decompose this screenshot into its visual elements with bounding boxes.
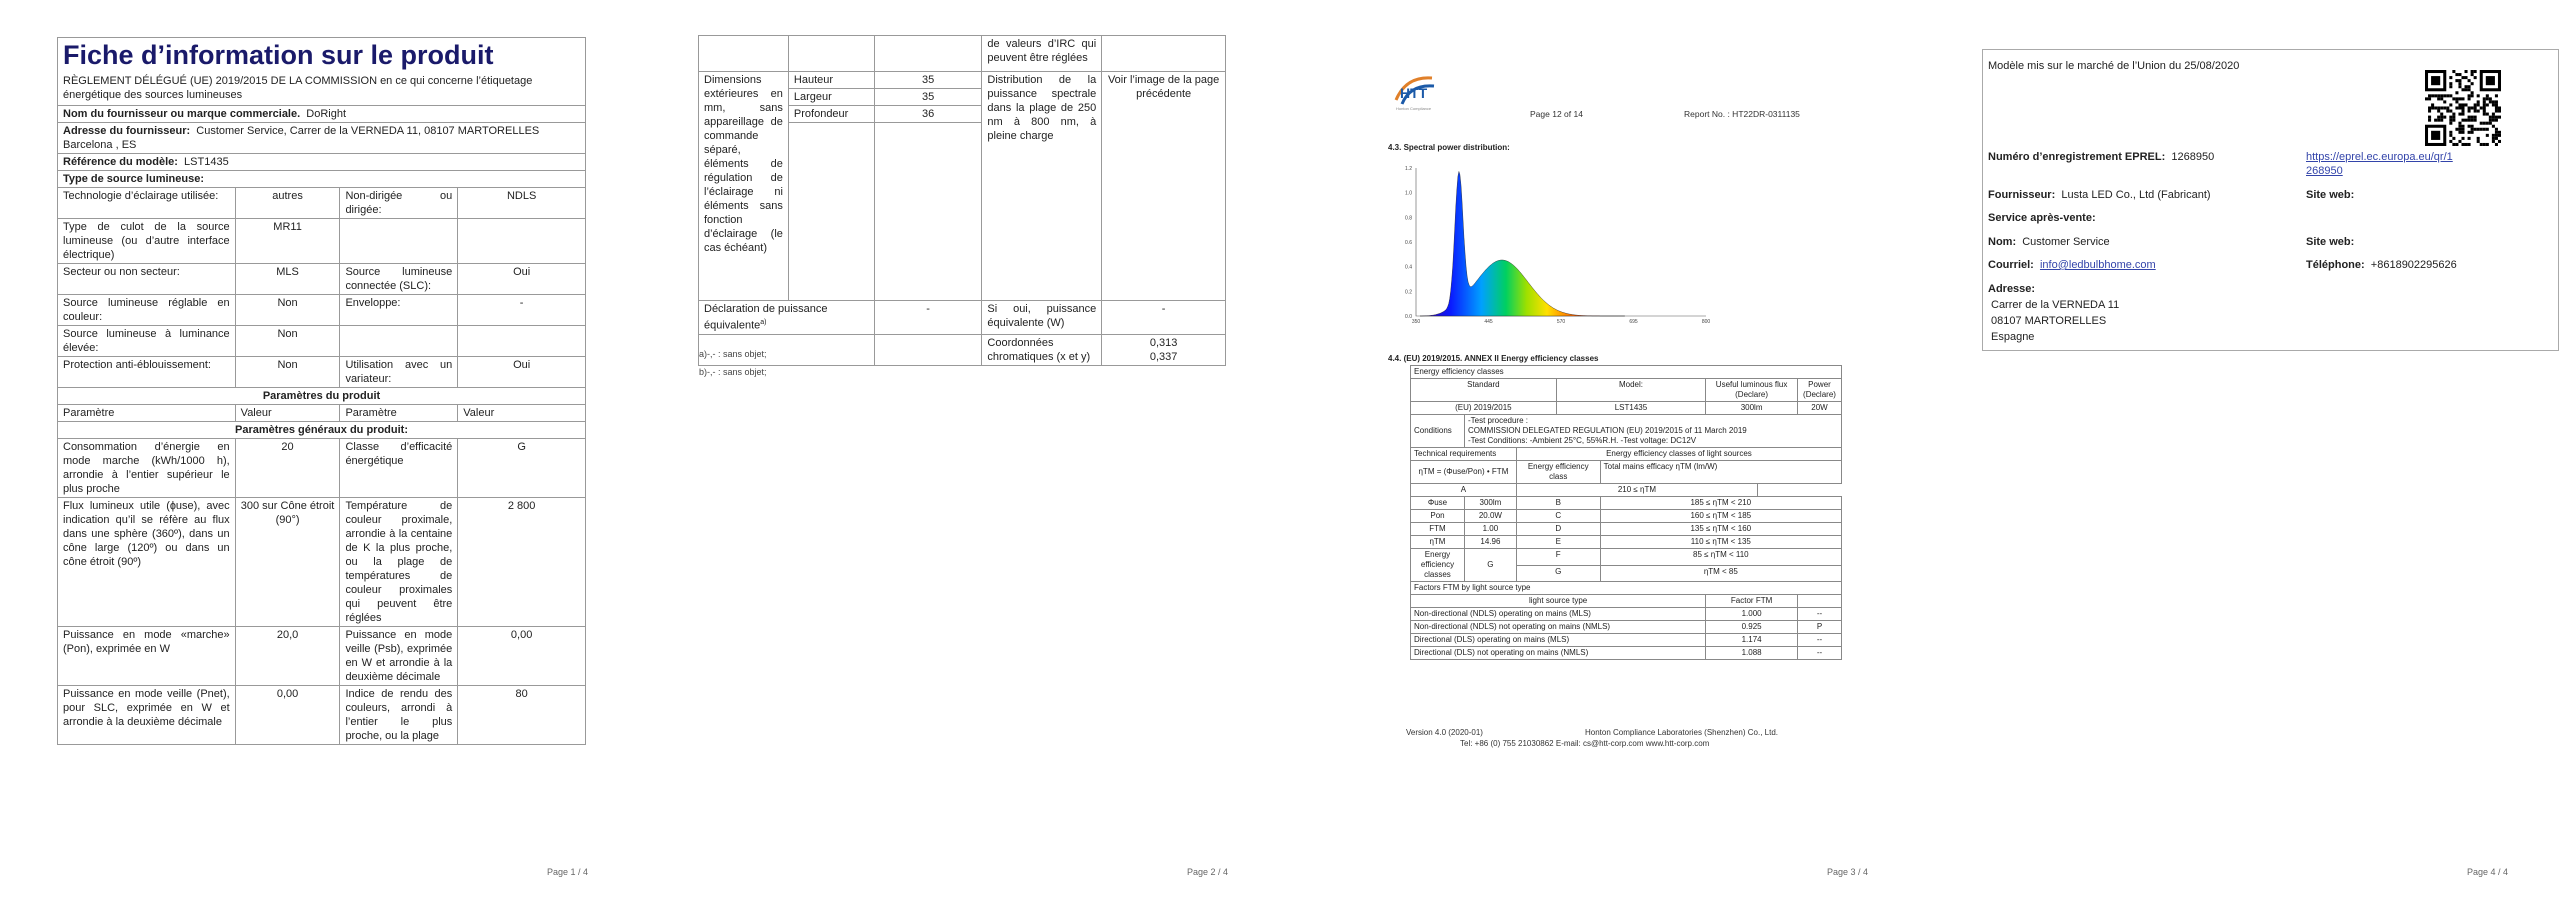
spectral-power-chart — [1396, 162, 1716, 326]
equiv-v2: - — [1102, 301, 1226, 335]
regulation-text: RÈGLEMENT DÉLÉGUÉ (UE) 2019/2015 DE LA COMMISSION en ce qui concerne l’étiquetage énergétique des sources lumineuses — [63, 75, 533, 101]
class-letter: F — [1516, 549, 1600, 566]
param-value: - — [458, 295, 586, 326]
formula: ηTM = (Φuse/Pon) • FTM — [1411, 461, 1517, 484]
param-value — [458, 219, 586, 264]
supplier-label: Fournisseur: — [1988, 189, 2056, 201]
ftm-type: Non-directional (NDLS) not operating on mains (NMLS) — [1411, 621, 1706, 634]
dims-label: Dimensions extérieures en mm, sans appareillage de commande séparé, éléments de régulation de l’éclairage ni éléments sans fonction d’éclairage (le cas échéant) — [699, 72, 789, 301]
class-letter: A — [1411, 484, 1517, 497]
name-value: Customer Service — [2022, 236, 2110, 248]
param-measured: 1.00 — [1464, 523, 1516, 536]
spd-section-title: 4.3. Spectral power distribution: — [1388, 143, 1510, 152]
class-row — [1411, 510, 1842, 523]
param-label — [340, 219, 458, 264]
ftm-type: Non-directional (NDLS) operating on mains (MLS) — [1411, 608, 1706, 621]
dim-height-label: Hauteur — [788, 72, 874, 89]
total-eff-header: Total mains efficacy ηTM (lm/W) — [1600, 461, 1841, 484]
foot-contact: Tel: +86 (0) 755 21030862 E-mail: cs@htt-corp.com www.htt-corp.com — [1460, 739, 1710, 748]
params-heading: Paramètres du produit — [58, 388, 586, 405]
general-row — [58, 498, 586, 627]
col-value-header: Valeur — [235, 405, 340, 422]
ftm-row — [1411, 621, 1842, 634]
class-range: 160 ≤ ηTM < 185 — [1600, 510, 1841, 523]
email-label: Courriel: — [1988, 259, 2034, 271]
x-tick-label: 445 — [1484, 319, 1493, 325]
param-label: Source lumineuse réglable en couleur: — [58, 295, 236, 326]
param-label: Type de culot de la source lumineuse (ou d’autre interface électrique) — [58, 219, 236, 264]
class-range: 110 ≤ ηTM < 135 — [1600, 536, 1841, 549]
model-value: LST1435 — [184, 156, 229, 168]
eprel-label: Numéro d’enregistrement EPREL: — [1988, 151, 2166, 163]
eff-classes-ls: Energy efficiency classes of light sources — [1516, 448, 1841, 461]
name-label: Nom: — [1988, 236, 2017, 248]
supplier-info-box — [1982, 49, 2559, 351]
ftm-type: Directional (DLS) not operating on mains (NMLS) — [1411, 647, 1706, 660]
type-row — [58, 326, 586, 357]
ftm-row — [1411, 647, 1842, 660]
cond-label: Conditions — [1411, 415, 1465, 448]
product-info-table — [57, 37, 586, 745]
cond-line-2: COMMISSION DELEGATED REGULATION (EU) 2019/2015 of 11 March 2019 — [1467, 426, 1747, 435]
product-info-table-cont — [698, 35, 1226, 366]
equiv-k2: Si oui, puissance équivalente (W) — [982, 301, 1102, 335]
eec-table — [1410, 365, 1842, 660]
param-value: NDLS — [458, 188, 586, 219]
dim-height-value: 35 — [874, 72, 982, 89]
coords-x: 0,313 — [1149, 336, 1178, 349]
param-value: 0,00 — [235, 686, 340, 745]
supplier-value: Lusta LED Co., Ltd (Fabricant) — [2061, 189, 2211, 201]
eff-class-header: Energy efficiency class — [1516, 461, 1600, 484]
h-power: Power (Declare) — [1797, 379, 1841, 402]
class-letter: G — [1516, 565, 1600, 582]
param-value: 0,00 — [458, 627, 586, 686]
page-3 — [1280, 0, 1920, 905]
r-standard: (EU) 2019/2015 — [1411, 402, 1557, 415]
col-param-header-2: Paramètre — [340, 405, 458, 422]
general-row — [58, 627, 586, 686]
page-number: Page 3 / 4 — [1826, 867, 1868, 877]
h-ls-type: light source type — [1411, 595, 1706, 608]
param-label: Flux lumineux utile (ɸuse), avec indication qu’il se réfère au flux dans une sphère (360º), dans un cône large (120º) ou dans un cône étroit (90º) — [58, 498, 236, 627]
qr-code — [2425, 70, 2501, 146]
ftm-type: Directional (DLS) operating on mains (MLS) — [1411, 634, 1706, 647]
footnote-a: a)-,- : sans objet; — [699, 349, 767, 359]
param-value: MLS — [235, 264, 340, 295]
param-label: Utilisation avec un variateur: — [340, 357, 458, 388]
equiv-label: Déclaration de puissance équivalente — [704, 303, 828, 332]
r-power: 20W — [1797, 402, 1841, 415]
equiv-value: - — [874, 301, 982, 335]
y-tick-label: 1.2 — [1405, 166, 1412, 172]
cond-line-1: -Test procedure : — [1467, 416, 1528, 425]
type-row — [58, 357, 586, 388]
ftm-factor: 1.174 — [1706, 634, 1798, 647]
y-tick-label: 0.4 — [1405, 264, 1412, 271]
class-row — [1411, 549, 1842, 566]
param-label: Puissance en mode veille (Psb), exprimée en W et arrondie à la deuxième décimale — [340, 627, 458, 686]
param-value: Non — [235, 295, 340, 326]
spd-value: Voir l’image de la page précédente — [1102, 72, 1226, 301]
general-row — [58, 439, 586, 498]
cond-line-3: -Test Conditions: -Ambient 25°C, 55%R.H. -Test voltage: DC12V — [1467, 436, 1697, 445]
ftm-mark: -- — [1797, 647, 1841, 660]
h-factor: Factor FTM — [1706, 595, 1798, 608]
address-value: Customer Service, Carrer de la VERNEDA 11, 08107 MARTORELLES Barcelona , ES — [63, 125, 540, 151]
param-label: Source lumineuse connectée (SLC): — [340, 264, 458, 295]
class-range: 210 ≤ ηTM — [1516, 484, 1757, 497]
page-4 — [1920, 0, 2560, 905]
phone-value: +8618902295626 — [2370, 259, 2457, 271]
energy-eff-label: Energy efficiency classes — [1411, 549, 1465, 582]
model-label: Référence du modèle: — [63, 156, 178, 168]
param-value: Non — [235, 326, 340, 357]
address-label: Adresse du fournisseur: — [63, 125, 191, 137]
dim-depth-label: Profondeur — [788, 106, 874, 123]
page-title: Fiche d’information sur le produit — [63, 40, 494, 70]
eec-caption: Energy efficiency classes — [1411, 366, 1842, 379]
class-letter: D — [1516, 523, 1600, 536]
y-tick-label: 1.0 — [1405, 190, 1412, 197]
ftm-factor: 0.925 — [1706, 621, 1798, 634]
param-symbol: Pon — [1411, 510, 1465, 523]
param-value: Non — [235, 357, 340, 388]
class-range: 185 ≤ ηTM < 210 — [1600, 497, 1841, 510]
param-label: Non-dirigée ou dirigée: — [340, 188, 458, 219]
page-number: Page 1 / 4 — [546, 867, 588, 877]
class-row — [1411, 523, 1842, 536]
r-model: LST1435 — [1556, 402, 1705, 415]
param-label: Source lumineuse à luminance élevée: — [58, 326, 236, 357]
ftm-mark: -- — [1797, 634, 1841, 647]
spd-curve — [1420, 171, 1625, 316]
param-value: 20 — [235, 439, 340, 498]
ftm-factor: 1.088 — [1706, 647, 1798, 660]
class-row — [1411, 536, 1842, 549]
param-symbol: ηTM — [1411, 536, 1465, 549]
col-param-header: Paramètre — [58, 405, 236, 422]
param-measured: 300lm — [1464, 497, 1516, 510]
y-tick-label: 0.6 — [1405, 240, 1412, 246]
dim-depth-value: 36 — [874, 106, 982, 123]
type-row — [58, 264, 586, 295]
param-label: Puissance en mode «marche» (Pon), exprimée en W — [58, 627, 236, 686]
ftm-row — [1411, 608, 1842, 621]
logo-text: HTT — [1400, 85, 1428, 101]
market-date: Modèle mis sur le marché de l’Union du 25/08/2020 — [1988, 60, 2240, 72]
foot-version: Version 4.0 (2020-01) — [1406, 728, 1483, 737]
param-label: Indice de rendu des couleurs, arrondi à l’entier le plus proche, ou la plage — [340, 686, 458, 745]
h-flux: Useful luminous flux (Declare) — [1706, 379, 1798, 402]
dim-width-value: 35 — [874, 89, 982, 106]
param-value: 300 sur Cône étroit (90°) — [235, 498, 340, 627]
param-label: Consommation d’énergie en mode marche (kWh/1000 h), arrondie à l’entier supérieur le plus proche — [58, 439, 236, 498]
param-value: Oui — [458, 357, 586, 388]
ftm-mark: -- — [1797, 608, 1841, 621]
eprel-value: 1268950 — [2171, 151, 2215, 163]
type-row — [58, 188, 586, 219]
class-range: 135 ≤ ηTM < 160 — [1600, 523, 1841, 536]
ftm-row — [1411, 634, 1842, 647]
param-measured: 20.0W — [1464, 510, 1516, 523]
param-symbol: FTM — [1411, 523, 1465, 536]
supplier-label: Nom du fournisseur ou marque commerciale. — [63, 108, 301, 120]
coords-y: 0,337 — [1149, 350, 1178, 363]
website2-label: Site web: — [2306, 236, 2355, 248]
r-flux: 300lm — [1706, 402, 1798, 415]
page-number: Page 4 / 4 — [2466, 867, 2508, 877]
class-letter: E — [1516, 536, 1600, 549]
type-row — [58, 295, 586, 326]
general-row — [58, 686, 586, 745]
param-value: MR11 — [235, 219, 340, 264]
page-1 — [0, 0, 640, 905]
y-tick-label: 0.8 — [1405, 215, 1412, 222]
param-label: Puissance en mode veille (Pnet), pour SLC, exprimée en W et arrondie à la deuxième décimale — [58, 686, 236, 745]
address-line-1: Carrer de la VERNEDA 11 — [1991, 299, 2120, 311]
y-tick-label: 0.2 — [1405, 289, 1412, 296]
param-label: Température de couleur proximale, arrondie à la centaine de K la plus proche, ou la plage de températures de couleur proximales qui peuvent être réglées — [340, 498, 458, 627]
footnote-b: b)-,- : sans objet; — [699, 367, 767, 377]
param-label: Protection anti-éblouissement: — [58, 357, 236, 388]
cri-cont-text: de valeurs d’IRC qui peuvent être réglées — [982, 36, 1102, 72]
address-line-2: 08107 MARTORELLES — [1991, 315, 2107, 327]
website-label: Site web: — [2306, 189, 2355, 201]
param-value: 80 — [458, 686, 586, 745]
class-letter: B — [1516, 497, 1600, 510]
svg-text:Honton Compliance: Honton Compliance — [1396, 106, 1432, 111]
x-tick-label: 695 — [1629, 319, 1638, 325]
equiv-label-cell — [699, 301, 875, 335]
eec-table-title: 4.4. (EU) 2019/2015. ANNEX II Energy efficiency classes — [1388, 354, 1599, 363]
ftm-factor: 1.000 — [1706, 608, 1798, 621]
class-letter: C — [1516, 510, 1600, 523]
source-type-heading: Type de source lumineuse: — [58, 171, 586, 188]
param-measured: 14.96 — [1464, 536, 1516, 549]
param-label: Technologie d’éclairage utilisée: — [58, 188, 236, 219]
param-value: autres — [235, 188, 340, 219]
foot-lab: Honton Compliance Laboratories (Shenzhen) Co., Ltd. — [1585, 728, 1778, 737]
ftm-heading: Factors FTM by light source type — [1411, 582, 1842, 595]
htt-logo — [1392, 70, 1444, 112]
email-link[interactable]: info@ledbulbhome.com — [2039, 259, 2156, 271]
dim-width-label: Largeur — [788, 89, 874, 106]
eprel-link[interactable]: https://eprel.ec.europa.eu/qr/1268950 — [2306, 151, 2453, 177]
report-number: Report No. : HT22DR-0311135 — [1684, 109, 1800, 119]
param-value: 2 800 — [458, 498, 586, 627]
param-value: Oui — [458, 264, 586, 295]
param-symbol: Φuse — [1411, 497, 1465, 510]
y-tick-label: 0.0 — [1405, 314, 1412, 320]
spd-label: Distribution de la puissance spectrale dans la plage de 250 nm à 800 nm, à pleine charge — [982, 72, 1102, 301]
general-heading: Paramètres généraux du produit: — [58, 422, 586, 439]
param-label: Classe d’efficacité énergétique — [340, 439, 458, 498]
report-page-info: Page 12 of 14 — [1530, 109, 1583, 119]
page-2 — [640, 0, 1280, 905]
x-tick-label: 570 — [1556, 319, 1566, 325]
col-value-header-2: Valeur — [458, 405, 586, 422]
page-number: Page 2 / 4 — [1186, 867, 1228, 877]
tech-req: Technical requirements — [1411, 448, 1517, 461]
ftm-mark: P — [1797, 621, 1841, 634]
param-label: Secteur ou non secteur: — [58, 264, 236, 295]
h-model: Model: — [1556, 379, 1705, 402]
param-value — [458, 326, 586, 357]
x-tick-label: 350 — [1411, 319, 1421, 325]
phone-label: Téléphone: — [2306, 259, 2365, 271]
supplier-value: DoRight — [306, 108, 347, 120]
coords-label: Coordonnées chromatiques (x et y) — [982, 334, 1102, 365]
param-label — [340, 326, 458, 357]
class-range: 85 ≤ ηTM < 110 — [1600, 549, 1841, 566]
param-label: Enveloppe: — [340, 295, 458, 326]
param-value: 20,0 — [235, 627, 340, 686]
x-tick-label: 800 — [1701, 319, 1711, 325]
class-row — [1411, 484, 1842, 497]
class-row — [1411, 497, 1842, 510]
type-row — [58, 219, 586, 264]
service-label: Service après-vente: — [1988, 212, 2096, 224]
equiv-sup: a) — [760, 319, 767, 326]
address-line-3: Espagne — [1991, 331, 2035, 343]
energy-eff-value: G — [1464, 549, 1516, 582]
address-label: Adresse: — [1988, 283, 2036, 295]
class-range: ηTM < 85 — [1600, 565, 1841, 582]
h-standard: Standard — [1411, 379, 1557, 402]
param-value: G — [458, 439, 586, 498]
